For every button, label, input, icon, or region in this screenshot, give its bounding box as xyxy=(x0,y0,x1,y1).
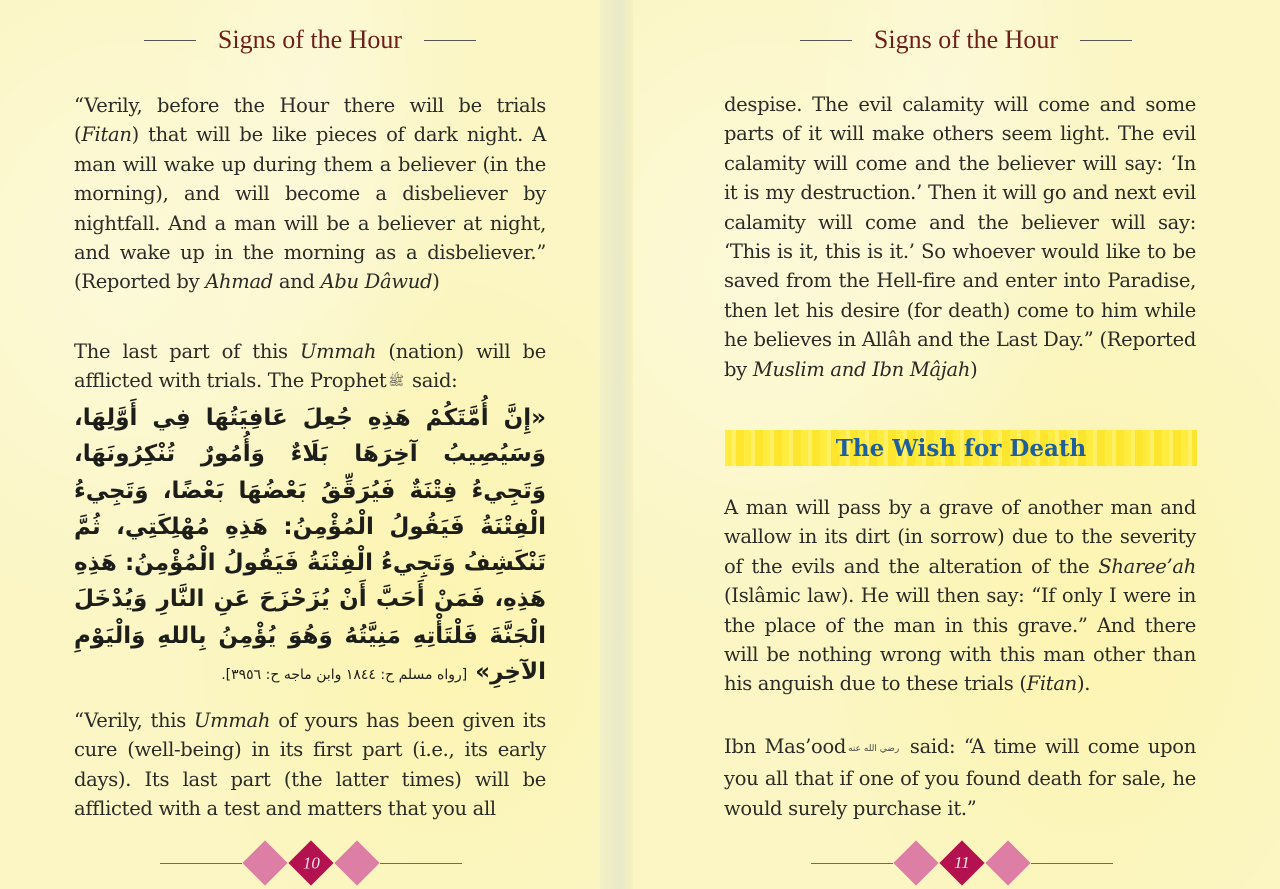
folio xyxy=(160,840,462,886)
rule-left xyxy=(800,40,852,41)
paragraph-1 xyxy=(74,91,546,297)
text-run: “Verily, this xyxy=(74,709,195,732)
running-head xyxy=(130,20,490,60)
folio-rule-left xyxy=(160,863,242,864)
text-run: A man will pass by a grave of another man and wallow in its dirt (in sorrow) due to the severity of the evils and the alteration of the xyxy=(724,496,1196,578)
text-run: The last part of this xyxy=(74,340,301,363)
text-run: said: “A time will come upon you all that if one of you found death for sale, he would surely purchase it.” xyxy=(724,735,1196,820)
paragraph-1 xyxy=(724,90,1196,384)
arabic-reference: [رواه مسلم ح: ١٨٤٤ وابن ماجه ح: ٣٩٥٦]. xyxy=(221,667,468,684)
text-run: said: xyxy=(406,369,458,393)
text-run: and xyxy=(272,270,321,294)
text-run: ). xyxy=(1076,672,1091,696)
diamond-ornament xyxy=(985,840,1030,885)
salutation-icon: رضي الله عنه xyxy=(848,744,900,754)
right-page xyxy=(633,0,1280,889)
paragraph-2 xyxy=(724,493,1196,699)
page-number: 11 xyxy=(954,853,970,872)
italic-source: Abu Dâwud xyxy=(320,270,433,294)
text-run: Ibn Mas’ood xyxy=(724,735,847,758)
paragraph-3 xyxy=(74,706,546,824)
rule-right xyxy=(424,40,476,41)
italic-term: Ummah xyxy=(194,709,271,732)
folio-rule-right xyxy=(1031,863,1113,864)
folio-rule-right xyxy=(380,863,462,864)
book-gutter xyxy=(600,0,633,889)
text-run: (Islâmic law). He will then say: “If only I were in the place of the man in this grave.” And there will be nothing wrong with this man other than his anguish due to these trials ( xyxy=(724,584,1196,696)
italic-term: Fitan xyxy=(81,123,132,147)
text-run: ) xyxy=(432,270,440,294)
text-run: “Verily, before the Hour there will be trials ( xyxy=(74,94,546,147)
italic-term: Fitan xyxy=(1026,672,1077,696)
rule-right xyxy=(1080,40,1132,41)
text-run: ) that will be like pieces of dark night. A man will wake up during them a believer (in the morning), and will become a disbeliever by nightfall. And a man will be a believer at night, and wake up in the morning as a disbeliever.” (Reported by xyxy=(74,123,546,294)
running-head-title: Signs of the Hour xyxy=(217,25,403,54)
folio-rule-left xyxy=(811,863,893,864)
arabic-text: «إِنَّ أُمَّتَكُمْ هَذِهِ جُعِلَ عَافِيَتُهَا فِي أَوَّلِهَا، وَسَيُصِيبُ آخِرَهَا بَلَاءٌ وَأُمُورٌ تُنْكِرُونَهَا، وَتَجِيءُ فِتْنَةٌ فَيُرَقِّقُ بَعْضُهَا بَعْضًا، وَتَجِيءُ الْفِتْنَةُ فَيَقُولُ الْمُؤْمِنُ: هَذِهِ مُهْلِكَتِي، ثُمَّ تَنْكَشِفُ وَتَجِيءُ الْفِتْنَةُ فَيَقُولُ الْمُؤْمِنُ: هَذِهِ هَذِهِ، فَمَنْ أَحَبَّ أَنْ يُزَحْزَحَ عَنِ النَّارِ وَيُدْخَلَ الْجَنَّةَ فَلْتَأْتِهِ مَنِيَّتُهُ وَهُوَ يُؤْمِنُ بِاللهِ وَالْيَوْمِ الآخِرِ» xyxy=(74,405,546,686)
text-run: (nation) will be afflicted with trials. The Prophet xyxy=(74,340,546,393)
page-number-diamond xyxy=(939,840,984,885)
page-number-diamond xyxy=(288,840,333,885)
arabic-hadith xyxy=(74,400,546,693)
diamond-ornament xyxy=(893,840,938,885)
running-head xyxy=(781,20,1151,60)
running-head-title: Signs of the Hour xyxy=(873,25,1059,54)
rule-left xyxy=(144,40,196,41)
italic-source: Ahmad xyxy=(205,270,273,294)
diamond-ornament xyxy=(334,840,379,885)
italic-source: Muslim and Ibn Mâjah xyxy=(752,357,971,381)
text-run: despise. The evil calamity will come and some parts of it will make others seem light. The evil calamity will come and the believer will say: ‘In it is my destruction.’ Then it will go and next evil calamity will come and the believer will say: ‘This is it, this is it.’ So whoever would like to be saved from the Hell-fire and enter into Paradise, then let his desire (for death) come to him while he believes in Allâh and the Last Day.” (Reported by xyxy=(724,93,1196,381)
section-heading-band xyxy=(725,430,1197,466)
text-run: of yours has been given its cure (well-being) in its first part (i.e., its early days). Its last part (the latter times) will be afflicted with a test and matters that you all xyxy=(74,709,546,821)
salutation-icon: ﷺ xyxy=(388,374,405,390)
section-title: The Wish for Death xyxy=(835,434,1087,462)
diamond-ornament xyxy=(242,840,287,885)
page-number: 10 xyxy=(302,853,320,872)
text-run: ) xyxy=(970,357,978,381)
paragraph-2 xyxy=(74,337,546,397)
italic-term: Ummah xyxy=(300,340,377,363)
folio xyxy=(811,840,1113,886)
left-page xyxy=(0,0,633,889)
paragraph-3 xyxy=(724,732,1196,823)
italic-term: Sharee’ah xyxy=(1098,554,1196,578)
